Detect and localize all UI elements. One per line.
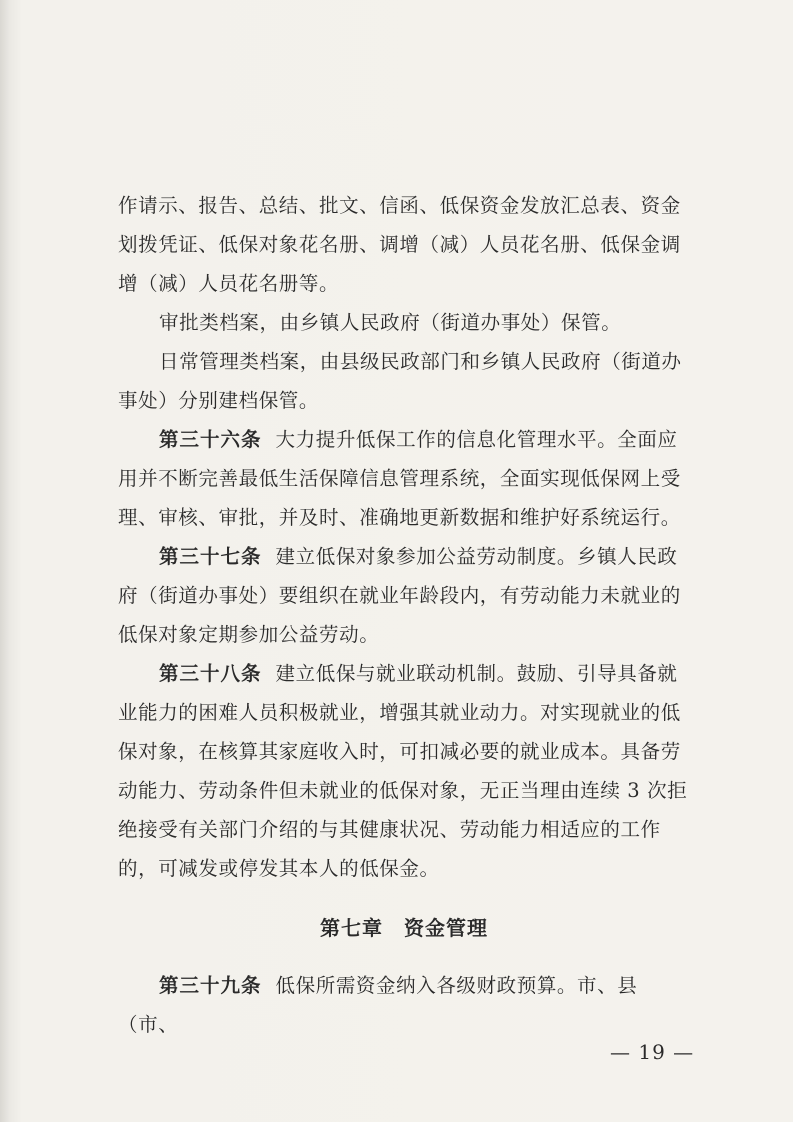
article-37 [118, 537, 690, 654]
article-number: 第三十七条 [159, 545, 262, 568]
page-number: — 19 — [610, 1040, 695, 1064]
article-36 [118, 420, 690, 537]
article-text: 低保所需资金纳入各级财政预算。市、县（市、 [118, 974, 638, 1036]
chapter-heading: 第七章 资金管理 [320, 916, 488, 940]
article-number: 第三十八条 [159, 662, 262, 685]
article-38 [118, 654, 690, 888]
paragraph-archive-list: 作请示、报告、总结、批文、信函、低保资金发放汇总表、资金划拨凭证、低保对象花名册、调增（减）人员花名册、低保金调增（减）人员花名册等。 [118, 194, 681, 295]
article-text: 建立低保对象参加公益劳动制度。乡镇人民政府（街道办事处）要组织在就业年龄段内，有劳动能力未就业的低保对象定期参加公益劳动。 [118, 545, 681, 646]
article-39 [118, 966, 690, 1044]
paragraph-approval-archives: 审批类档案，由乡镇人民政府（街道办事处）保管。 [159, 311, 622, 334]
article-number: 第三十九条 [159, 974, 262, 997]
article-text: 大力提升低保工作的信息化管理水平。全面应用并不断完善最低生活保障信息管理系统，全面实现低保网上受理、审核、审批，并及时、准确地更新数据和维护好系统运行。 [118, 428, 681, 529]
article-number: 第三十六条 [159, 428, 262, 451]
article-text: 建立低保与就业联动机制。鼓励、引导具备就业能力的困难人员积极就业，增强其就业动力。对实现就业的低保对象，在核算其家庭收入时，可扣减必要的就业成本。具备劳动能力、劳动条件但未就业的低保对象，无正当理由连续 3 次拒绝接受有关部门介绍的与其健康状况、劳动能力相适应的工作的，可减发或停发其本人的低保金。 [118, 662, 688, 880]
paragraph-daily-archives: 日常管理类档案，由县级民政部门和乡镇人民政府（街道办事处）分别建档保管。 [118, 350, 682, 412]
